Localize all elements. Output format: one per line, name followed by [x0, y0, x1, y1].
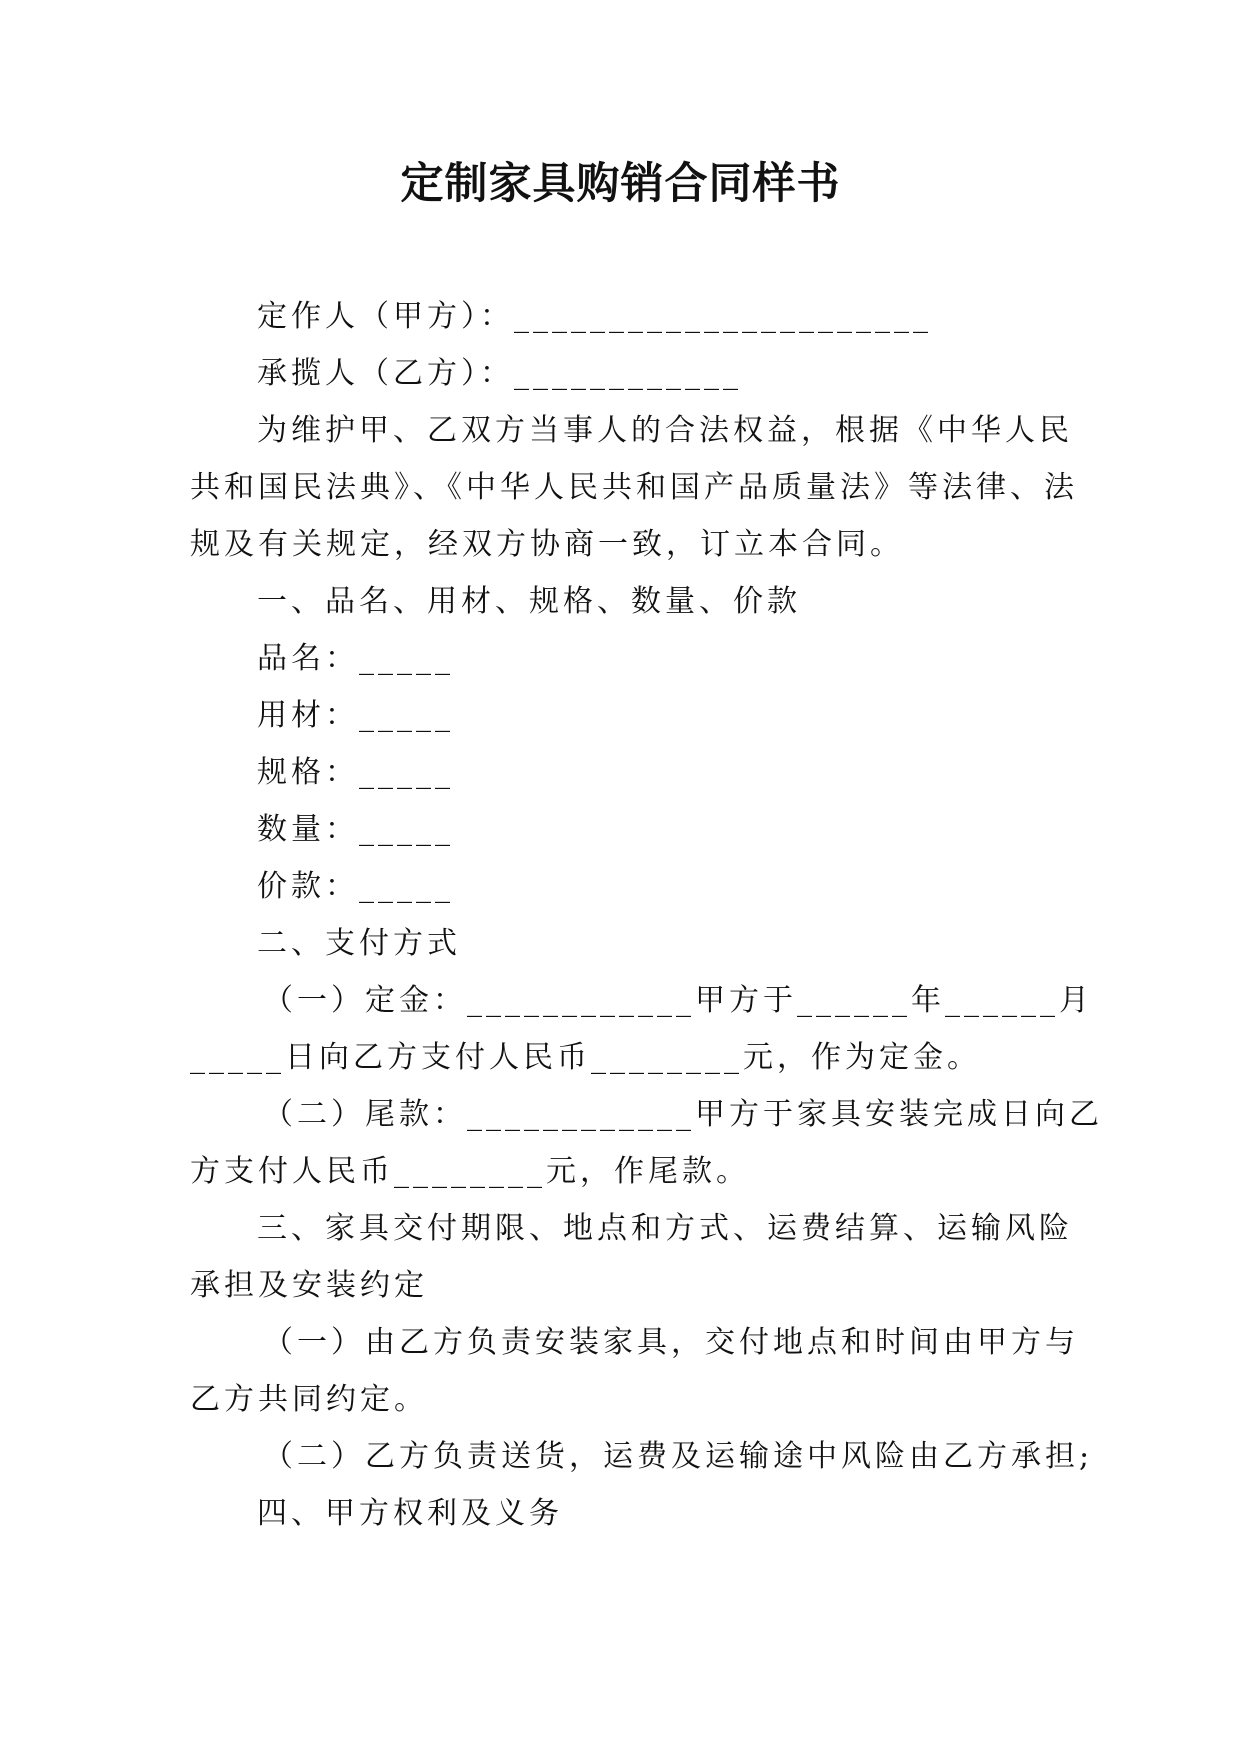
section-3-heading-line-2: 承担及安装约定	[190, 1268, 428, 1303]
installation-line-2: 乙方共同约定。	[190, 1382, 428, 1417]
field-product-name: 品名：_____	[257, 641, 454, 676]
deposit-line-2: _____日向乙方支付人民币________元，作为定金。	[190, 1040, 981, 1075]
field-price: 价款：_____	[257, 869, 454, 904]
preamble-line-1: 为维护甲、乙双方当事人的合法权益，根据《中华人民	[257, 413, 1073, 448]
section-1-heading: 一、品名、用材、规格、数量、价款	[257, 584, 801, 619]
document-title: 定制家具购销合同样书	[400, 159, 841, 209]
deposit-line-1: （一）定金：____________甲方于______年______月	[263, 983, 1093, 1018]
balance-line-2: 方支付人民币________元，作尾款。	[190, 1154, 750, 1189]
delivery-line: （二）乙方负责送货，运费及运输途中风险由乙方承担;	[263, 1439, 1094, 1474]
party-b-line: 承揽人（乙方）：____________	[257, 356, 742, 391]
section-3-heading-line-1: 三、家具交付期限、地点和方式、运费结算、运输风险	[257, 1211, 1073, 1246]
section-2-heading: 二、支付方式	[257, 926, 461, 961]
installation-line-1: （一）由乙方负责安装家具，交付地点和时间由甲方与	[263, 1325, 1079, 1360]
preamble-line-2: 共和国民法典》、《中华人民共和国产品质量法》等法律、法	[190, 470, 1078, 505]
preamble-line-3: 规及有关规定，经双方协商一致，订立本合同。	[190, 527, 904, 562]
balance-line-1: （二）尾款：____________甲方于家具安装完成日向乙	[263, 1097, 1103, 1132]
field-specification: 规格：_____	[257, 755, 454, 790]
field-material: 用材：_____	[257, 698, 454, 733]
section-4-heading: 四、甲方权利及义务	[257, 1496, 563, 1531]
party-a-line: 定作人（甲方）：______________________	[257, 299, 932, 334]
field-quantity: 数量：_____	[257, 812, 454, 847]
